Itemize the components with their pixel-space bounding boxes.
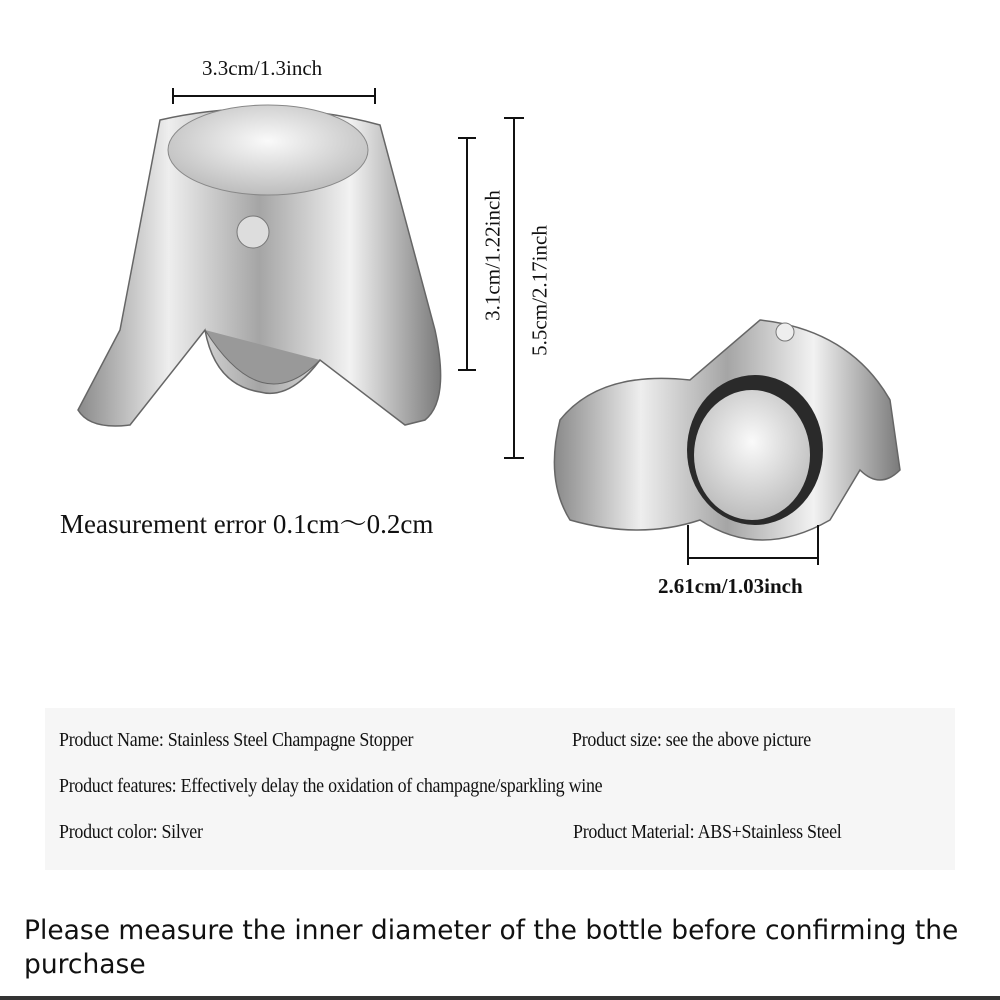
spec-product-name: Product Name: Stainless Steel Champagne Stopper	[59, 730, 414, 751]
spec-product-color: Product color: Silver	[59, 822, 203, 843]
product-spec-panel	[45, 708, 955, 870]
purchase-note: Please measure the inner diameter of the bottle before confirming the purchase	[24, 915, 959, 980]
stopper-side-view	[554, 320, 900, 540]
bottom-divider	[0, 996, 1000, 1000]
spec-product-material: Product Material: ABS+Stainless Steel	[573, 822, 842, 843]
spec-product-size: Product size: see the above picture	[572, 730, 811, 751]
diameter-dimension-label: 2.61cm/1.03inch	[658, 574, 803, 598]
measurement-error-note: Measurement error 0.1cm～0.2cm	[60, 509, 434, 539]
total-height-dimension-label: 5.5cm/2.17inch	[527, 225, 552, 356]
stopper-front-view	[78, 105, 441, 426]
inner-height-dimension-label: 3.1cm/1.22inch	[480, 190, 505, 321]
spec-product-features: Product features: Effectively delay the oxidation of champagne/sparkling wine	[59, 776, 603, 797]
width-dimension-label: 3.3cm/1.3inch	[202, 56, 323, 80]
